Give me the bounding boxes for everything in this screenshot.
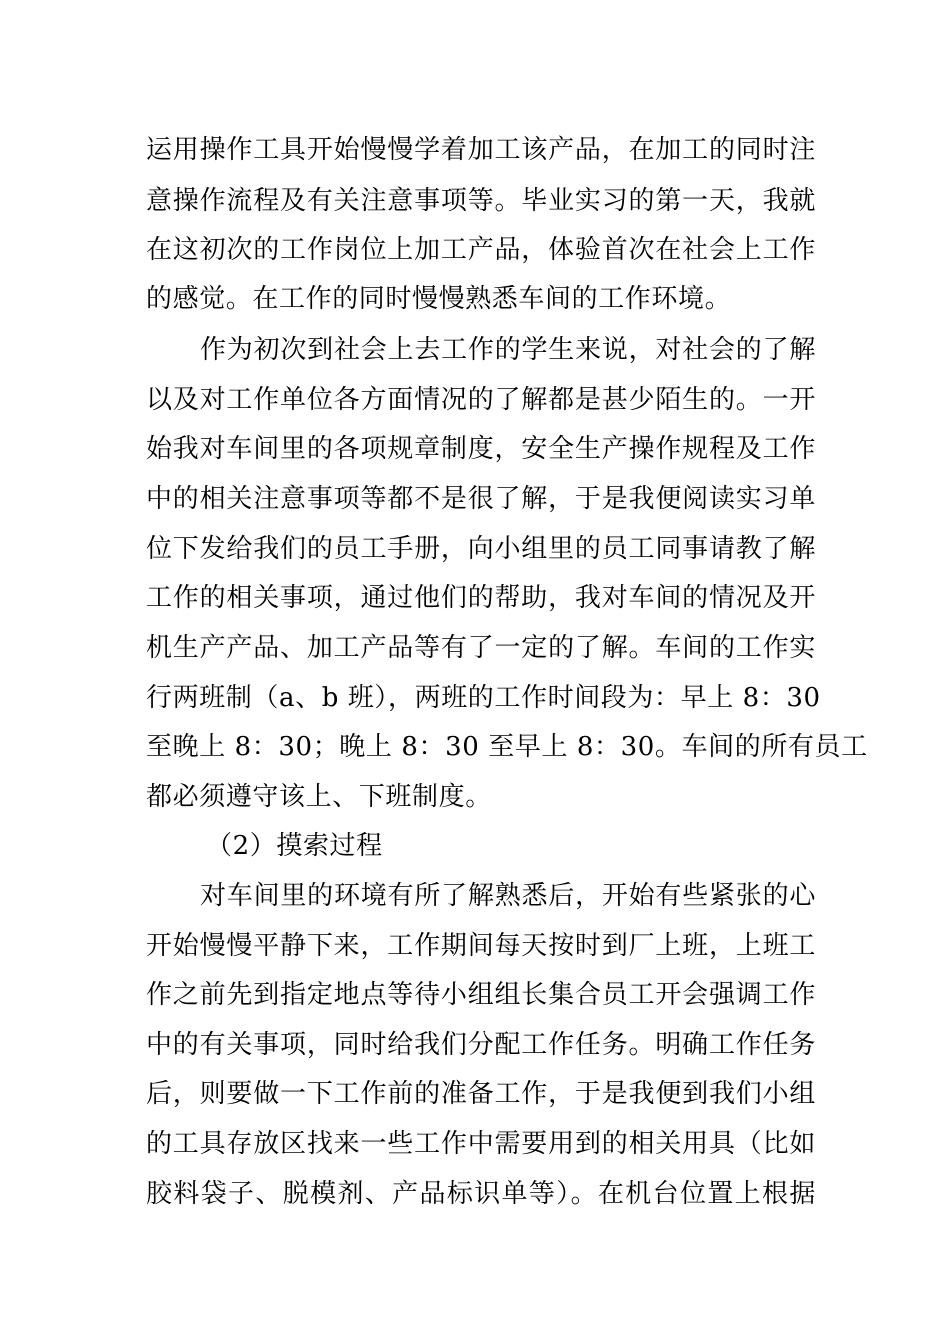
text-line: 始我对车间里的各项规章制度，安全生产操作规程及工作: [146, 434, 816, 464]
text-line: 的感觉。在工作的同时慢慢熟悉车间的工作环境。: [146, 284, 732, 314]
text-line: 行两班制（a、b 班），两班的工作时间段为：早上 8：30: [146, 683, 821, 713]
text-line: 机生产产品、加工产品等有了一定的了解。车间的工作实: [146, 633, 816, 663]
text-line: 中的相关注意事项等都不是很了解，于是我便阅读实习单: [146, 484, 816, 514]
text-line: 胶料袋子、脱模剂、产品标识单等）。在机台位置上根据: [146, 1179, 816, 1209]
text-line: 工作的相关事项，通过他们的帮助，我对车间的情况及开: [146, 583, 816, 613]
text-line: 作之前先到指定地点等待小组组长集合员工开会强调工作: [146, 980, 816, 1010]
text-line: 位下发给我们的员工手册，向小组里的员工同事请教了解: [146, 534, 816, 564]
text-line: 的工具存放区找来一些工作中需要用到的相关用具（比如: [146, 1129, 816, 1159]
text-line: 都必须遵守该上、下班制度。: [146, 782, 492, 812]
text-line: 意操作流程及有关注意事项等。毕业实习的第一天，我就: [146, 186, 816, 216]
text-line: 对车间里的环境有所了解熟悉后，开始有些紧张的心: [200, 881, 816, 911]
text-line: 至晚上 8：30；晚上 8：30 至早上 8：30。车间的所有员工: [146, 732, 868, 762]
text-line: 开始慢慢平静下来，工作期间每天按时到厂上班，上班工: [146, 931, 816, 961]
text-line: 以及对工作单位各方面情况的了解都是甚少陌生的。一开: [146, 385, 816, 415]
text-line: 作为初次到社会上去工作的学生来说，对社会的了解: [200, 335, 816, 365]
text-line: 中的有关事项，同时给我们分配工作任务。明确工作任务: [146, 1030, 816, 1060]
text-line: 运用操作工具开始慢慢学着加工该产品，在加工的同时注: [146, 135, 816, 165]
section-heading: （2）摸索过程: [206, 831, 383, 861]
text-line: 后，则要做一下工作前的准备工作，于是我便到我们小组: [146, 1079, 816, 1109]
text-line: 在这初次的工作岗位上加工产品，体验首次在社会上工作: [146, 235, 816, 265]
